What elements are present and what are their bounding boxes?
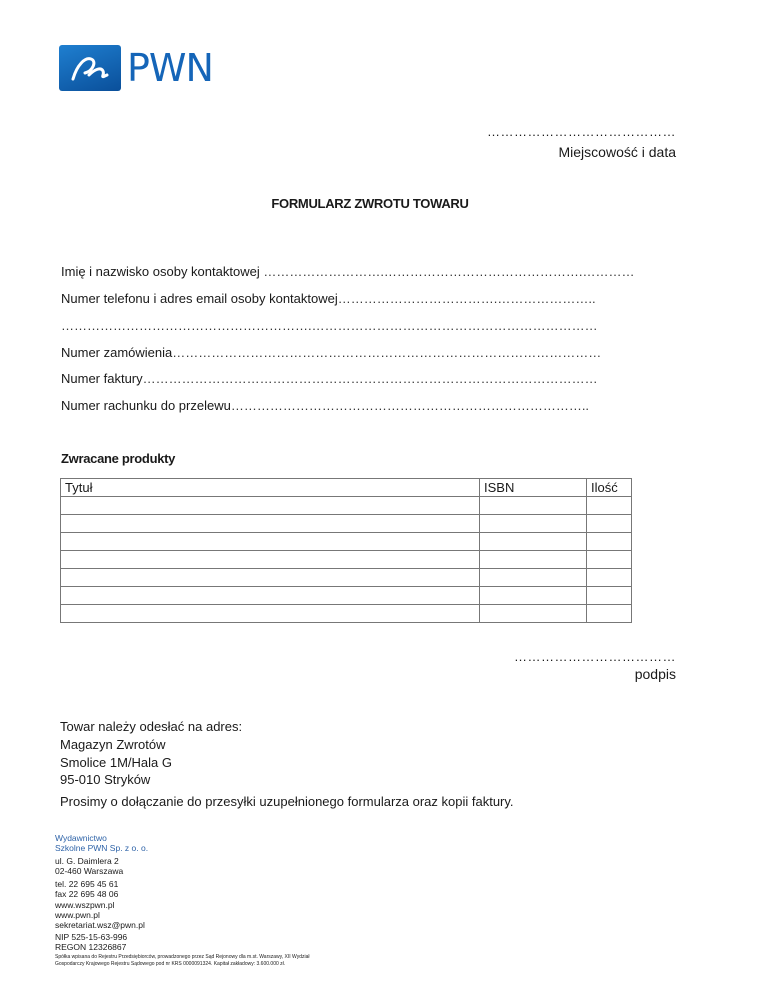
cell-quantity[interactable] (587, 587, 632, 605)
pwn-logo (59, 45, 231, 91)
table-row[interactable] (61, 497, 632, 515)
signature-label: podpis (634, 666, 676, 682)
cell-quantity[interactable] (587, 515, 632, 533)
cell-isbn[interactable] (480, 605, 587, 623)
footer-company (55, 833, 148, 853)
footer-legal-line: Gospodarczy Krajowego Rejestru Sądowego pod nr KRS 0000091324. Kapitał zakładowy: 3.600.000 zł. (55, 961, 286, 967)
table-row[interactable] (61, 569, 632, 587)
footer-web (55, 900, 145, 930)
footer-regon: REGON 12326867 (55, 942, 127, 952)
cell-quantity[interactable] (587, 551, 632, 569)
cell-title[interactable] (61, 569, 480, 587)
pwn-pen-logo-icon (59, 45, 121, 91)
field-contact-name[interactable] (61, 264, 642, 279)
cell-isbn[interactable] (480, 569, 587, 587)
cell-isbn[interactable] (480, 515, 587, 533)
footer-phones (55, 879, 118, 899)
footer-legal-line: Spółka wpisana do Rejestru Przedsiębiorców, prowadzonego przez Sąd Rejonowy dla m.st. Warszawy, XII Wydział (55, 954, 310, 960)
footer-address (55, 856, 123, 876)
column-title: Tytuł (61, 479, 480, 497)
cell-isbn[interactable] (480, 533, 587, 551)
table-row[interactable] (61, 533, 632, 551)
field-dots: ……………………………………………………………………………………… (172, 345, 602, 360)
place-date-label: Miejscowość i data (558, 144, 676, 160)
table-row[interactable] (61, 605, 632, 623)
column-isbn: ISBN (480, 479, 587, 497)
signature-dots: ……………………………… (514, 649, 676, 664)
logo-text: PWN (127, 46, 213, 90)
footer-www-link[interactable]: www.wszpwn.pl (55, 900, 115, 910)
footer-fax: fax 22 695 48 06 (55, 889, 119, 899)
cell-title[interactable] (61, 551, 480, 569)
cell-isbn[interactable] (480, 551, 587, 569)
cell-title[interactable] (61, 533, 480, 551)
products-heading: Zwracane produkty (61, 451, 176, 466)
cell-isbn[interactable] (480, 497, 587, 515)
footer-www-link[interactable]: www.pwn.pl (55, 910, 100, 920)
footer-ids (55, 932, 127, 952)
field-label: Imię i nazwisko osoby kontaktowej (61, 264, 260, 279)
cell-title[interactable] (61, 497, 480, 515)
shipping-address-line: Magazyn Zwrotów (60, 737, 166, 752)
field-label: Numer zamówienia (61, 345, 173, 360)
field-dots: ……………………….……………………………………….………… (259, 264, 635, 279)
cell-quantity[interactable] (587, 533, 632, 551)
footer-nip: NIP 525-15-63-996 (55, 932, 128, 942)
cell-quantity[interactable] (587, 605, 632, 623)
field-dots: ……………………………….………………….. (337, 291, 596, 306)
field-blank-line[interactable] (61, 318, 642, 333)
footer-legal (55, 954, 310, 968)
table-row[interactable] (61, 515, 632, 533)
column-quantity: Ilość (587, 479, 632, 497)
attachment-note: Prosimy o dołączanie do przesyłki uzupełnionego formularza oraz kopii faktury. (60, 794, 514, 809)
shipping-address-line: 95-010 Stryków (60, 772, 151, 787)
footer-company-line: Szkolne PWN Sp. z o. o. (55, 843, 149, 853)
footer-street: ul. G. Daimlera 2 (55, 856, 119, 866)
form-title: FORMULARZ ZWROTU TOWARU (271, 196, 469, 211)
field-label: Numer rachunku do przelewu (61, 398, 231, 413)
field-invoice-number[interactable] (61, 371, 642, 386)
cell-quantity[interactable] (587, 497, 632, 515)
table-row[interactable] (61, 587, 632, 605)
cell-title[interactable] (61, 587, 480, 605)
field-dots: ……………………………………………………………………….. (230, 398, 590, 413)
products-table (60, 478, 632, 623)
table-header-row (61, 479, 632, 497)
cell-isbn[interactable] (480, 587, 587, 605)
field-dots: ………………………………………………….………………………………………………………… (61, 318, 598, 333)
field-bank-account[interactable] (61, 398, 642, 413)
field-label: Numer faktury (61, 371, 143, 386)
field-order-number[interactable] (61, 345, 642, 360)
field-label: Numer telefonu i adres email osoby kontaktowej (61, 291, 338, 306)
footer-email-link[interactable]: sekretariat.wsz@pwn.pl (55, 920, 145, 930)
footer-tel: tel. 22 695 45 61 (55, 879, 119, 889)
shipping-label: Towar należy odesłać na adres: (60, 719, 243, 734)
table-row[interactable] (61, 551, 632, 569)
cell-title[interactable] (61, 605, 480, 623)
field-dots: …………………………………………………………………………………………… (142, 371, 598, 386)
footer-city: 02-460 Warszawa (55, 866, 124, 876)
cell-title[interactable] (61, 515, 480, 533)
field-phone-email[interactable] (61, 291, 642, 306)
cell-quantity[interactable] (587, 569, 632, 587)
shipping-address-line: Smolice 1M/Hala G (60, 755, 172, 770)
place-date-dots: …………………………………… (487, 124, 676, 139)
footer-company-line: Wydawnictwo (55, 833, 107, 843)
